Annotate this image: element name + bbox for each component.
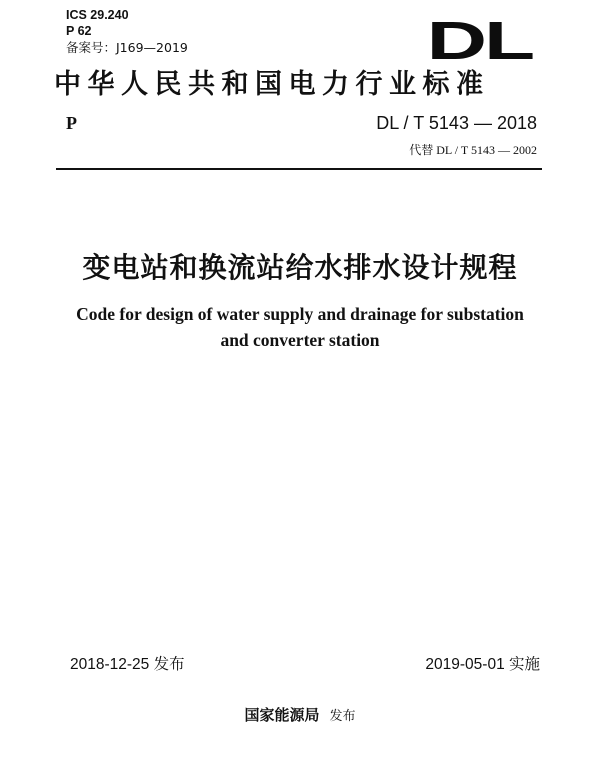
document-title-chinese: 变电站和换流站给水排水设计规程: [82, 251, 518, 284]
replaces-standard: 代替 DL / T 5143 — 2002: [409, 143, 537, 157]
document-title-english-line1: Code for design of water supply and drainage for substation: [76, 304, 524, 324]
dl-logo: DL: [426, 11, 532, 71]
document-title-english-line2: and converter station: [220, 330, 380, 350]
implementation-date: 2019-05-01 实施: [425, 656, 540, 673]
industry-standard-heading: 中华人民共和国电力行业标准: [54, 69, 490, 100]
filing-number: 备案号：J169—2019: [66, 40, 188, 55]
issue-date: 2018-12-25 发布: [70, 656, 185, 673]
standard-number: DL / T 5143 — 2018: [376, 113, 537, 133]
publisher-organization: 国家能源局: [244, 706, 320, 724]
header-divider: [56, 168, 542, 170]
publisher-action: 发布: [329, 709, 356, 724]
ics-code: ICS 29.240: [66, 8, 129, 22]
category-letter: P: [66, 113, 77, 133]
classification-code: P 62: [66, 24, 92, 38]
publisher: [0, 704, 600, 725]
